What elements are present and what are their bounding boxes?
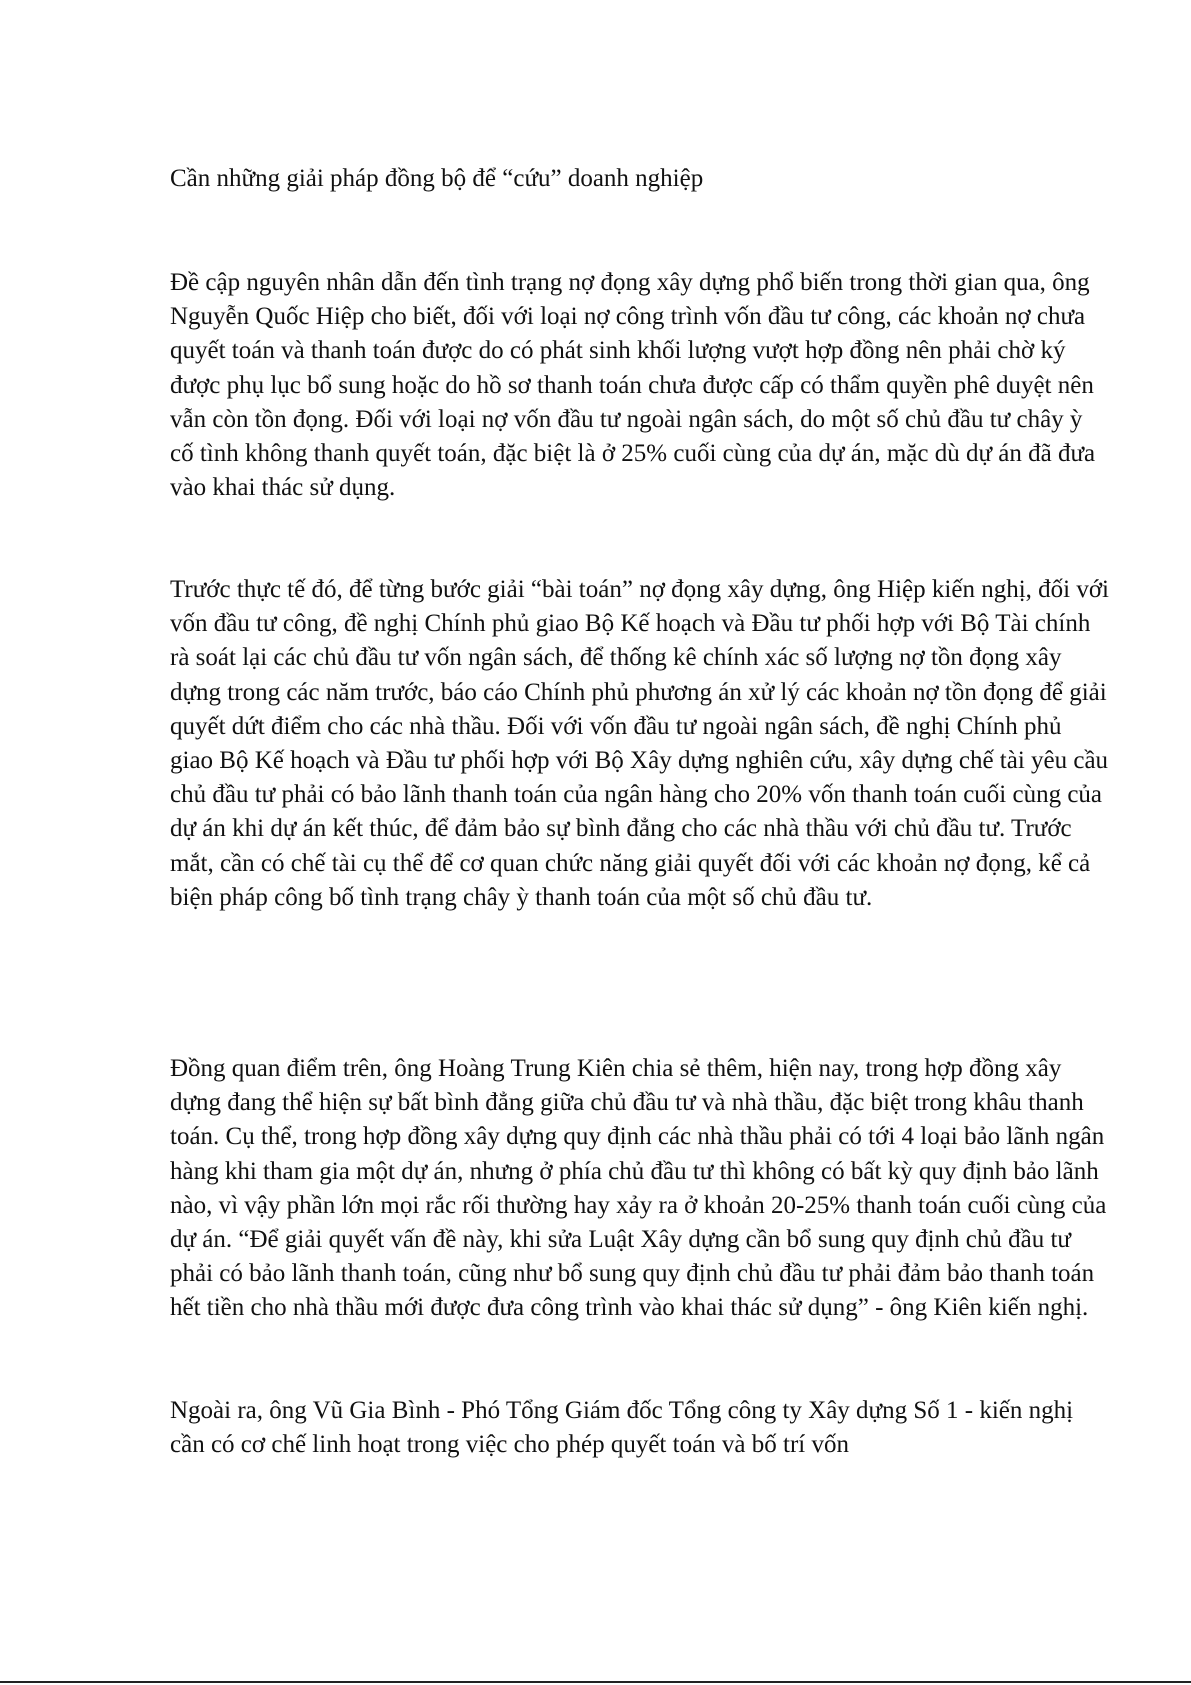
article-heading: Cần những giải pháp đồng bộ để “cứu” doanh nghiệp xyxy=(170,165,704,192)
paragraph-1: Đề cập nguyên nhân dẫn đến tình trạng nợ đọng xây dựng phổ biến trong thời gian qua, ông Nguyễn Quốc Hiệp cho biết, đối với loại nợ công trình vốn đầu tư công, các khoản nợ chưa quyết toán và thanh toán được do có phát sinh khối lượng vượt hợp đồng nên phải chờ ký được phụ lục bổ sung hoặc do hồ sơ thanh toán chưa được cấp có thẩm quyền phê duyệt nên vẫn còn tồn đọng. Đối với loại nợ vốn đầu tư ngoài ngân sách, do một số chủ đầu tư chây ỳ cố tình không thanh quyết toán, đặc biệt là ở 25% cuối cùng của dự án, mặc dù dự án đã đưa vào khai thác sử dụng. xyxy=(170,269,1096,502)
paragraph-3: Đồng quan điểm trên, ông Hoàng Trung Kiên chia sẻ thêm, hiện nay, trong hợp đồng xây dựng đang thể hiện sự bất bình đẳng giữa chủ đầu tư và nhà thầu, đặc biệt trong khâu thanh toán. Cụ thể, trong hợp đồng xây dựng quy định các nhà thầu phải có tới 4 loại bảo lãnh ngân hàng khi tham gia một dự án, nhưng ở phía chủ đầu tư thì không có bất kỳ quy định bảo lãnh nào, vì vậy phần lớn mọi rắc rối thường hay xảy ra ở khoản 20-25% thanh toán cuối cùng của dự án. “Để giải quyết vấn đề này, khi sửa Luật Xây dựng cần bổ sung quy định chủ đầu tư phải có bảo lãnh thanh toán, cũng như bổ sung quy định chủ đầu tư phải đảm bảo thanh toán hết tiền cho nhà thầu mới được đưa công trình vào khai thác sử dụng” - ông Kiên kiến nghị. xyxy=(170,1055,1107,1322)
paragraph-4: Ngoài ra, ông Vũ Gia Bình - Phó Tổng Giám đốc Tổng công ty Xây dựng Số 1 - kiến nghị cần có cơ chế linh hoạt trong việc cho phép quyết toán và bố trí vốn xyxy=(170,1397,1074,1459)
paragraph-2: Trước thực tế đó, để từng bước giải “bài toán” nợ đọng xây dựng, ông Hiệp kiến nghị, đối với vốn đầu tư công, đề nghị Chính phủ giao Bộ Kế hoạch và Đầu tư phối hợp với Bộ Tài chính rà soát lại các chủ đầu tư vốn ngân sách, để thống kê chính xác số lượng nợ tồn đọng xây dựng trong các năm trước, báo cáo Chính phủ phương án xử lý các khoản nợ tồn đọng để giải quyết dứt điểm cho các nhà thầu. Đối với vốn đầu tư ngoài ngân sách, đề nghị Chính phủ giao Bộ Kế hoạch và Đầu tư phối hợp với Bộ Xây dựng nghiên cứu, xây dựng chế tài yêu cầu chủ đầu tư phải có bảo lãnh thanh toán của ngân hàng cho 20% vốn thanh toán cuối cùng của dự án khi dự án kết thúc, để đảm bảo sự bình đẳng cho các nhà thầu với chủ đầu tư. Trước mắt, cần có chế tài cụ thể để cơ quan chức năng giải quyết đối với các khoản nợ đọng, kể cả biện pháp công bố tình trạng chây ỳ thanh toán của một số chủ đầu tư. xyxy=(170,576,1110,911)
page-bottom-edge xyxy=(0,1681,1191,1683)
